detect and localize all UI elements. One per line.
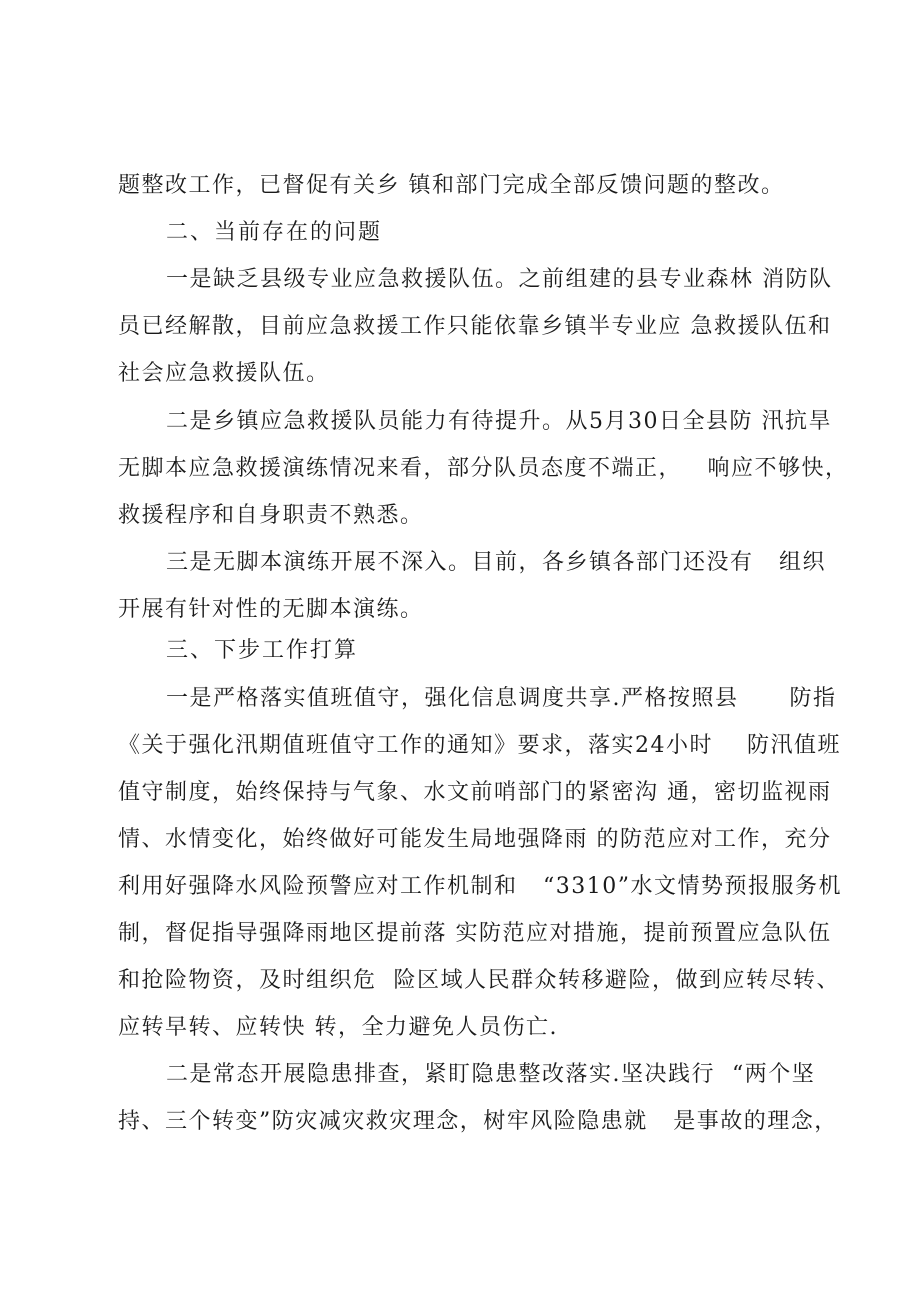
text-line-3: 一是缺乏县级专业应急救援队伍。之前组建的县专业森林 消防队 xyxy=(166,267,833,292)
text-line-13: 《关于强化汛期值班值守工作的通知》要求，落实24小时 防汛值班 xyxy=(118,733,841,758)
text-line-21: 持、三个转变”防灾减灾救灾理念，树牢风险隐患就 是事故的理念， xyxy=(118,1109,838,1134)
text-line-20: 二是常态开展隐患排查，紧盯隐患整改落实.坚决践行 “两个坚 xyxy=(166,1062,816,1087)
text-line-17: 制，督促指导强降雨地区提前落 实防范应对措施，提前预置应急队伍 xyxy=(118,921,832,946)
text-line-10: 开展有针对性的无脚本演练。 xyxy=(118,597,424,622)
text-line-8: 救援程序和自身职责不熟悉。 xyxy=(118,503,424,528)
text-line-15: 情、水情变化，始终做好可能发生局地强降雨 的防范应对工作，充分 xyxy=(118,827,832,852)
text-line-19: 应转早转、应转快 转，全力避免人员伤亡. xyxy=(118,1015,558,1040)
section-heading-2: 二、当前存在的问题 xyxy=(166,220,383,245)
text-line-9: 三是无脚本演练开展不深入。目前，各乡镇各部门还没有 组织 xyxy=(166,550,826,575)
text-line-18: 和抢险物资，及时组织危 险区域人民群众转移避险，做到应转尽转、 xyxy=(118,968,840,993)
text-line-14: 值守制度，始终保持与气象、水文前哨部门的紧密沟 通，密切监视雨 xyxy=(118,780,832,805)
text-line-16: 利用好强降水风险预警应对工作机制和 “3310”水文情势预报服务机 xyxy=(118,874,842,899)
text-line-7: 无脚本应急救援演练情况来看，部分队员态度不端正， 响应不够快， xyxy=(118,456,849,481)
text-line-1: 题整改工作，已督促有关乡 镇和部门完成全部反馈问题的整改。 xyxy=(118,173,785,198)
text-line-6: 二是乡镇应急救援队员能力有待提升。从5月30日全县防 汛抗旱 xyxy=(166,409,832,434)
section-heading-3: 三、下步工作打算 xyxy=(166,638,359,663)
text-line-5: 社会应急救援队伍。 xyxy=(118,361,330,386)
text-line-4: 员已经解散，目前应急救援工作只能依靠乡镇半专业应 急救援队伍和 xyxy=(118,314,832,339)
text-line-12: 一是严格落实值班值守，强化信息调度共享.严格按照县 防指 xyxy=(166,686,837,711)
